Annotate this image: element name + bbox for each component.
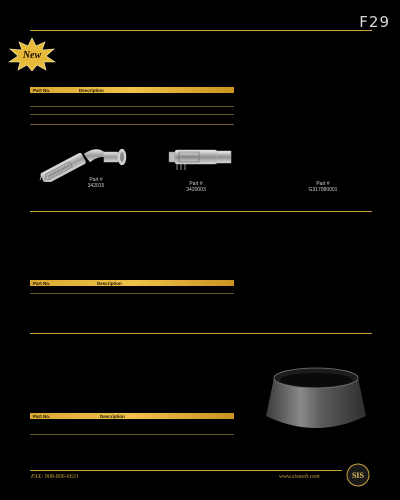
sis-logo-icon [346, 461, 370, 489]
table2-header [30, 280, 234, 286]
product-label-2 [171, 181, 221, 193]
product-number: G317080001 [308, 187, 338, 193]
product-label-3 [298, 181, 348, 193]
table1-row-divider [30, 124, 234, 125]
angled-lamp-image [34, 140, 134, 182]
page-code: F29 [359, 13, 390, 31]
table1-col-desc: Description [79, 87, 104, 93]
new-badge-label: New [22, 50, 42, 61]
new-badge-icon [7, 37, 57, 71]
table3-col-desc: Description [100, 413, 125, 419]
top-rule [30, 30, 372, 31]
table3-col-part: Part No. [33, 413, 51, 419]
product-label-1 [71, 177, 121, 189]
table1-row-divider [30, 114, 234, 115]
product-number: 342015 [87, 183, 105, 189]
table2-col-part: Part No. [33, 280, 51, 286]
table3-row-divider [30, 434, 234, 435]
table1-row-divider [30, 106, 234, 107]
logo-text: SIS [351, 471, 365, 480]
footer-rule [30, 470, 342, 471]
footer-website-link[interactable]: www.sisweb.com [279, 474, 320, 480]
table1-header [30, 87, 234, 93]
table3-header [30, 413, 234, 419]
cone-ring-image [262, 364, 370, 440]
table2-row-divider [30, 293, 234, 294]
footer-fax: FAX: 908-806-6631 [31, 474, 79, 480]
product-caption: Part # [316, 181, 330, 187]
section-divider [30, 333, 372, 334]
product-number: 3420003 [186, 187, 206, 193]
straight-lamp-image [165, 146, 235, 172]
table2-col-desc: Description [97, 280, 122, 286]
product-caption: Part # [189, 181, 203, 187]
product-caption: Part # [89, 177, 103, 183]
table1-col-part: Part No. [33, 87, 51, 93]
section-divider [30, 211, 372, 212]
